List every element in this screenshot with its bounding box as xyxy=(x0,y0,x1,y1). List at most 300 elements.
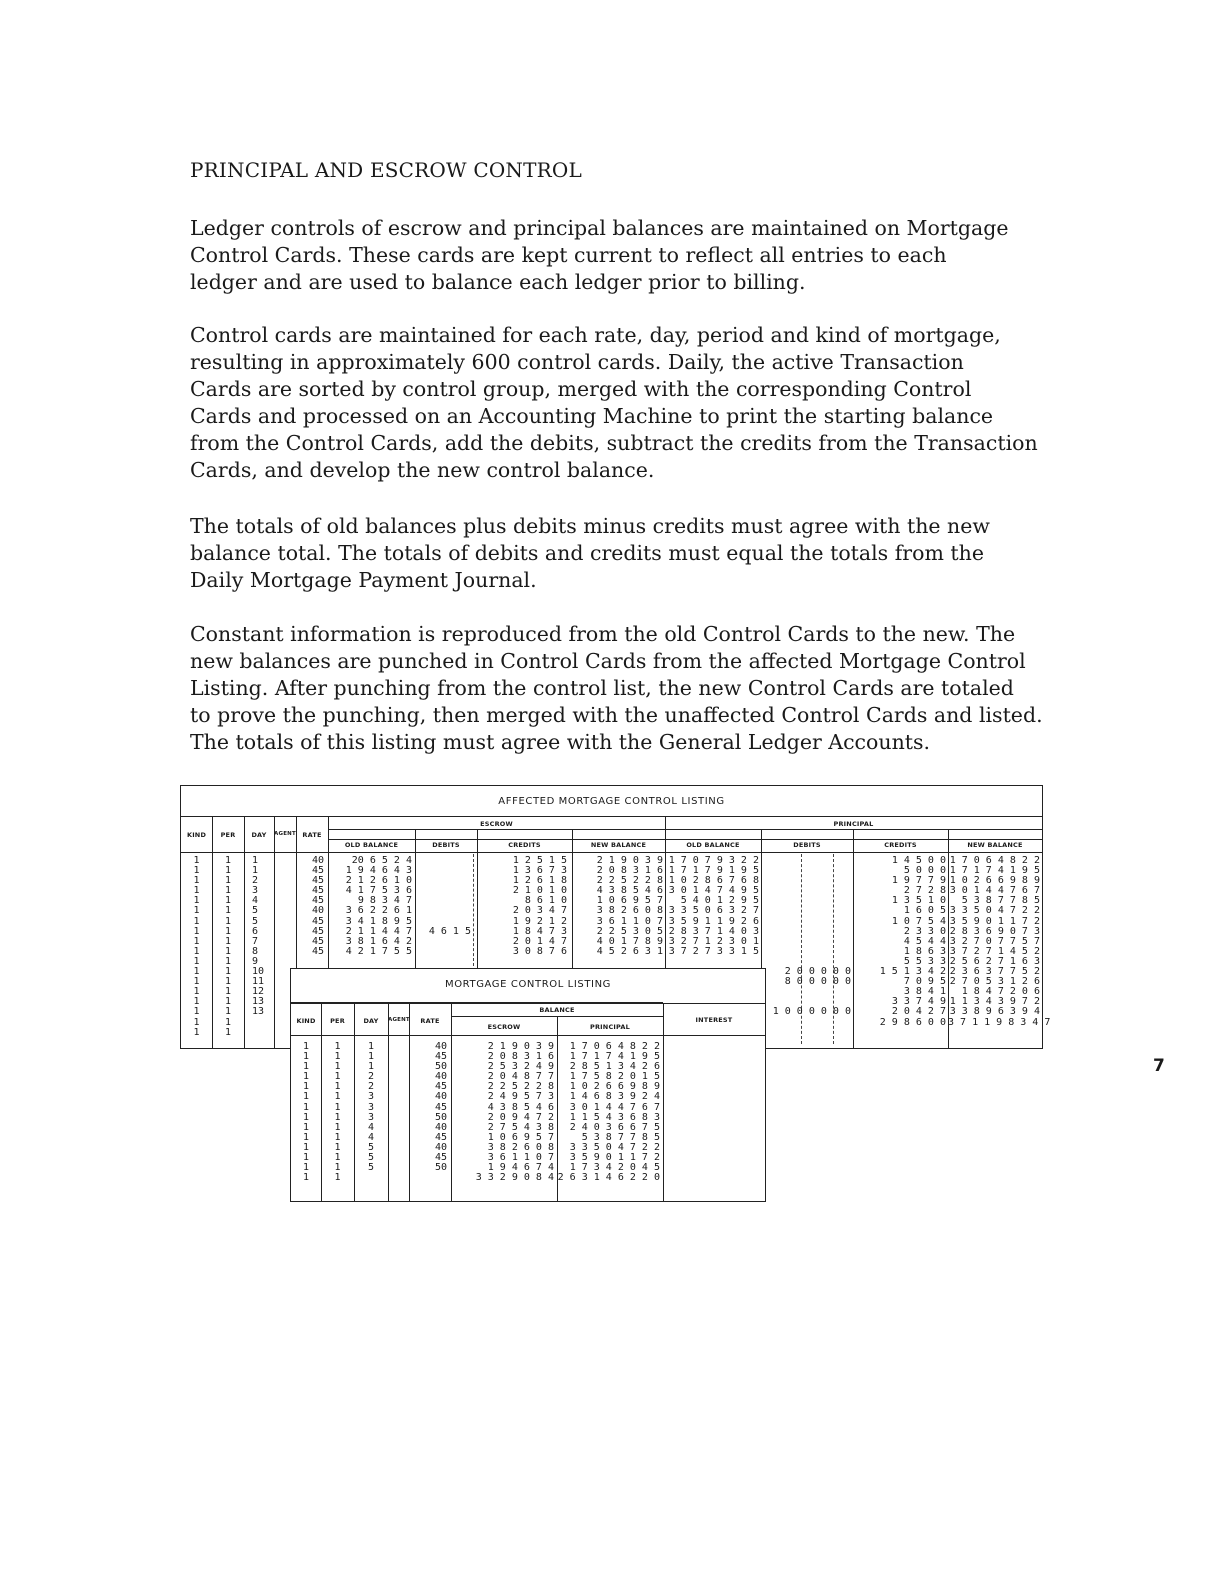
table-cell: 2 7 5 4 3 8 xyxy=(487,1121,554,1133)
table-cell: 2 2 5 3 0 5 xyxy=(596,925,663,937)
table-cell: 3 5 9 1 1 9 2 6 xyxy=(668,915,759,927)
table-cell: 2 0 4 2 7 xyxy=(891,1006,946,1018)
table-cell: 1 9 4 6 4 3 xyxy=(345,865,412,877)
table-cell: 1 xyxy=(302,1081,310,1093)
table-cell: 2 7 2 8 xyxy=(903,885,946,897)
table-cell: 1 xyxy=(367,1061,375,1073)
table-cell: 45 xyxy=(434,1101,447,1113)
table-cell: 40 xyxy=(311,905,324,917)
table-cell: 45 xyxy=(311,915,324,927)
table-cell xyxy=(415,856,471,866)
table-cell: 2 0 8 3 1 6 xyxy=(487,1051,554,1063)
table-cell: 13 xyxy=(252,996,265,1008)
paragraph-line: Ledger controls of escrow and principal balances are maintained on Mortgage xyxy=(190,216,1009,240)
table-cell: 1 xyxy=(302,1111,310,1123)
table-cell: 1 xyxy=(193,966,200,978)
paragraph-line: Daily Mortgage Payment Journal. xyxy=(190,568,537,592)
table-cell: 5 xyxy=(252,915,259,927)
table-cell: 1 xyxy=(224,945,232,957)
mcl-rate-column xyxy=(409,1042,447,1173)
table-cell: 1 xyxy=(302,1101,310,1113)
table-cell: 1 xyxy=(224,885,232,897)
table-cell xyxy=(415,937,471,947)
table-cell: 4 5 4 4 xyxy=(903,935,946,947)
table-cell: 1 xyxy=(193,915,200,927)
table-cell: 1 1 3 4 3 9 7 2 xyxy=(949,996,1040,1008)
table-cell: 1 xyxy=(302,1051,310,1063)
table-cell: 40 xyxy=(434,1091,447,1103)
table-cell: 9 xyxy=(252,955,259,967)
table-cell: 1 2 6 1 8 xyxy=(512,875,567,887)
table-cell: 1 xyxy=(193,1016,200,1028)
table-cell: 1 xyxy=(252,855,259,866)
table-cell: 8 0 0 0 0 0 xyxy=(784,976,851,988)
table-cell: 5 0 0 0 xyxy=(903,865,946,877)
table-cell: 1 xyxy=(302,1091,310,1103)
table-cell: 1 xyxy=(224,925,232,937)
table-cell xyxy=(761,906,851,916)
mcl-per-header: PER xyxy=(330,1017,345,1025)
table-cell: 1 7 0 6 4 8 2 2 xyxy=(569,1041,660,1052)
escrow-old-balance-header: OLD BALANCE xyxy=(344,841,399,849)
paragraph-line: Cards are sorted by control group, merged with the corresponding Control xyxy=(190,377,972,401)
table-cell: 5 xyxy=(367,1162,375,1174)
table-cell xyxy=(415,947,471,957)
table-cell: 1 xyxy=(367,1051,375,1063)
kind-header: KIND xyxy=(186,831,207,839)
table-cell: 12 xyxy=(252,986,265,998)
paragraph-line: Cards and processed on an Accounting Machine to print the starting balance xyxy=(190,404,994,428)
table-cell: 2 0 8 3 1 6 xyxy=(596,865,663,877)
table-cell: 2 2 5 2 2 8 xyxy=(596,875,663,887)
table-cell: 40 xyxy=(434,1071,447,1083)
table-cell xyxy=(415,896,471,906)
table-cell: 45 xyxy=(311,895,324,907)
table-cell: 1 8 6 3 xyxy=(903,945,946,957)
table-cell: 2 6 3 1 4 6 2 2 0 xyxy=(557,1172,660,1184)
table-cell: 1 xyxy=(334,1091,341,1103)
table-cell: 1 xyxy=(224,905,232,917)
table-cell: 1 xyxy=(334,1041,341,1052)
paragraph-line: The totals of old balances plus debits minus credits must agree with the new xyxy=(190,514,990,538)
table-cell: 4 6 1 5 xyxy=(428,925,471,937)
table-cell: 5 3 8 7 7 8 5 xyxy=(961,895,1040,907)
table-cell: 1 xyxy=(224,986,232,998)
table-cell: 1 xyxy=(224,976,232,988)
paragraph-line: from the Control Cards, add the debits, subtract the credits from the Transaction xyxy=(190,431,1038,455)
mortgage-listing-title: MORTGAGE CONTROL LISTING xyxy=(444,979,612,990)
table-cell: 5 3 8 7 7 8 5 xyxy=(581,1131,660,1143)
principal-group-header: PRINCIPAL xyxy=(833,820,874,828)
table-cell: 1 xyxy=(302,1162,310,1174)
table-cell xyxy=(761,856,851,866)
table-cell: 3 0 8 7 6 xyxy=(512,945,567,957)
table-cell: 2 1 0 1 0 xyxy=(512,885,567,897)
table-cell: 1 1 5 4 3 6 8 3 xyxy=(569,1111,660,1123)
table-cell: 1 xyxy=(334,1162,341,1174)
mcl-agent-header: AGENT xyxy=(388,1017,410,1023)
table-cell: 5 xyxy=(367,1141,375,1153)
section-heading: PRINCIPAL AND ESCROW CONTROL xyxy=(190,158,583,182)
table-cell: 2 1 1 4 4 7 xyxy=(345,925,412,937)
table-cell: 1 0 2 6 6 9 8 9 xyxy=(949,875,1040,887)
table-cell: 1 0 2 6 6 9 8 9 xyxy=(569,1081,660,1093)
table-cell: 2 xyxy=(367,1071,375,1083)
table-cell: 45 xyxy=(311,925,324,937)
table-cell: 2 0 9 4 7 2 xyxy=(487,1111,554,1123)
table-cell: 1 xyxy=(193,976,200,988)
table-cell: 1 xyxy=(302,1041,310,1052)
table-cell: 1 xyxy=(224,1006,232,1018)
table-cell: 1 xyxy=(252,865,259,877)
table-cell: 5 5 3 3 xyxy=(903,955,946,967)
table-cell: 4 xyxy=(252,895,259,907)
table-cell: 8 6 1 0 xyxy=(524,895,567,907)
table-cell: 1 xyxy=(334,1131,341,1143)
table-cell: 5 4 0 1 2 9 5 xyxy=(680,895,759,907)
table-cell: 1 xyxy=(193,996,200,1008)
kind-column xyxy=(181,856,212,1038)
paragraph-line: ledger and are used to balance each ledger prior to billing. xyxy=(190,270,806,294)
paragraph-line: balance total. The totals of debits and credits must equal the totals from the xyxy=(190,541,984,565)
table-cell: 5 xyxy=(367,1152,375,1164)
table-cell: 1 7 3 4 2 0 4 5 xyxy=(569,1162,660,1174)
table-cell: 7 0 9 5 xyxy=(903,976,946,988)
table-cell: 2 0 4 8 7 7 xyxy=(487,1071,554,1083)
paragraph-4 xyxy=(190,621,1090,756)
table-cell: 45 xyxy=(434,1081,447,1093)
table-cell: 1 xyxy=(302,1061,310,1073)
table-cell: 2 1 2 6 1 0 xyxy=(345,875,412,887)
table-cell: 20 6 5 2 4 xyxy=(351,855,412,866)
table-cell: 1 xyxy=(193,1026,200,1038)
table-cell: 3 6 1 1 0 7 xyxy=(596,915,663,927)
table-cell: 3 8 2 6 0 8 xyxy=(596,905,663,917)
table-cell: 45 xyxy=(434,1051,447,1063)
table-cell: 3 7 1 1 9 8 3 4 7 xyxy=(948,1016,1051,1028)
table-cell: 1 xyxy=(224,895,232,907)
table-cell: 40 xyxy=(434,1041,447,1052)
table-cell: 9 8 3 4 7 xyxy=(357,895,412,907)
paragraph-2 xyxy=(190,322,1090,484)
table-cell xyxy=(761,886,851,896)
table-cell: 1 xyxy=(224,955,232,967)
paragraph-line: Constant information is reproduced from the old Control Cards to the new. The xyxy=(190,622,1016,646)
paragraph-line: Control Cards. These cards are kept current to reflect all entries to each xyxy=(190,243,947,267)
table-cell: 3 xyxy=(252,885,259,897)
table-cell: 1 xyxy=(193,865,200,877)
table-cell: 2 5 3 2 4 9 xyxy=(487,1061,554,1073)
table-cell: 1 xyxy=(193,905,200,917)
table-cell: 2 xyxy=(367,1081,375,1093)
table-cell: 6 xyxy=(252,925,259,937)
table-cell: 2 8 3 6 9 0 7 3 xyxy=(949,925,1040,937)
table-cell: 50 xyxy=(434,1162,447,1174)
table-cell: 50 xyxy=(434,1111,447,1123)
table-cell: 11 xyxy=(252,976,265,988)
table-cell: 7 xyxy=(252,935,259,947)
table-cell: 1 7 5 8 2 0 1 5 xyxy=(569,1071,660,1083)
mcl-kind-column xyxy=(291,1042,321,1183)
table-cell: 3 5 9 0 1 1 7 2 xyxy=(949,915,1040,927)
principal-debits-column xyxy=(761,856,851,1018)
table-cell xyxy=(415,906,471,916)
mcl-day-column xyxy=(354,1042,388,1173)
table-cell: 10 xyxy=(252,966,265,978)
table-cell: 4 1 7 5 3 6 xyxy=(345,885,412,897)
table-cell: 45 xyxy=(434,1152,447,1164)
table-cell: 1 7 0 6 4 8 2 2 xyxy=(949,855,1040,866)
table-cell: 45 xyxy=(311,935,324,947)
table-cell: 4 3 8 5 4 6 xyxy=(596,885,663,897)
table-cell: 3 3 8 9 6 3 9 4 xyxy=(949,1006,1040,1018)
table-cell: 3 0 1 4 7 4 9 5 xyxy=(668,885,759,897)
principal-new-balance-header: NEW BALANCE xyxy=(967,841,1023,849)
principal-new-balance-column xyxy=(948,855,1051,1028)
mcl-interest-header: INTEREST xyxy=(695,1016,733,1024)
table-cell: 1 xyxy=(193,955,200,967)
table-cell: 1 9 2 1 2 xyxy=(512,915,567,927)
table-cell: 45 xyxy=(311,875,324,887)
table-cell: 45 xyxy=(311,885,324,897)
table-cell: 2 8 3 7 1 4 0 3 xyxy=(668,925,759,937)
table-cell: 1 4 5 0 0 xyxy=(891,855,946,866)
paragraph-line: new balances are punched in Control Cards from the affected Mortgage Control xyxy=(190,649,1026,673)
table-cell: 1 3 6 7 3 xyxy=(512,865,567,877)
table-cell: 1 xyxy=(224,996,232,1008)
table-cell: 4 xyxy=(367,1121,375,1133)
table-cell xyxy=(415,876,471,886)
table-cell: 1 3 5 1 0 xyxy=(891,895,946,907)
table-cell: 1 xyxy=(193,935,200,947)
table-cell: 40 xyxy=(311,855,324,866)
table-cell: 5 xyxy=(252,905,259,917)
table-cell: 1 5 1 3 4 2 xyxy=(879,966,946,978)
page-number: 7 xyxy=(1153,1056,1165,1076)
table-cell: 1 9 7 7 9 xyxy=(891,875,946,887)
table-cell: 1 xyxy=(334,1061,341,1073)
table-cell: 1 xyxy=(193,855,200,866)
table-cell: 1 8 4 7 3 xyxy=(512,925,567,937)
table-cell: 1 xyxy=(224,875,232,887)
table-cell: 2 1 9 0 3 9 xyxy=(596,855,663,866)
table-cell xyxy=(761,917,851,927)
table-cell: 1 7 1 7 4 1 9 5 xyxy=(569,1051,660,1063)
table-cell: 1 xyxy=(334,1111,341,1123)
table-cell: 3 xyxy=(367,1091,375,1103)
table-cell: 1 xyxy=(334,1121,341,1133)
table-cell: 40 xyxy=(434,1121,447,1133)
per-header: PER xyxy=(220,831,236,839)
table-cell: 1 xyxy=(224,915,232,927)
rate-header: RATE xyxy=(302,831,322,839)
mcl-kind-header: KIND xyxy=(296,1017,316,1025)
table-cell: 3 5 9 0 1 1 7 2 xyxy=(569,1152,660,1164)
paragraph-line: Control cards are maintained for each rate, day, period and kind of mortgage, xyxy=(190,323,1001,347)
table-cell: 1 4 6 8 3 9 2 4 xyxy=(569,1091,660,1103)
table-cell: 1 xyxy=(334,1101,341,1113)
table-cell: 1 6 0 5 xyxy=(903,905,946,917)
table-cell xyxy=(761,947,851,957)
escrow-debits-column xyxy=(415,856,471,957)
table-cell: 3 0 1 4 4 7 6 7 xyxy=(569,1101,660,1113)
escrow-credits-header: CREDITS xyxy=(508,841,541,849)
table-cell: 13 xyxy=(252,1006,265,1018)
table-cell: 1 xyxy=(334,1141,341,1153)
table-cell: 1 xyxy=(334,1172,341,1184)
table-cell: 1 xyxy=(302,1152,310,1164)
escrow-credits-column xyxy=(477,856,567,957)
table-cell: 3 8 2 6 0 8 xyxy=(487,1141,554,1153)
table-cell: 1 xyxy=(193,925,200,937)
table-cell: 1 xyxy=(302,1141,310,1153)
paragraph-line: to prove the punching, then merged with the unaffected Control Cards and listed. xyxy=(190,703,1043,727)
mcl-balance-header: BALANCE xyxy=(539,1006,575,1014)
table-cell xyxy=(415,886,471,896)
table-cell: 3 xyxy=(367,1101,375,1113)
table-cell: 1 xyxy=(224,1016,232,1028)
table-cell xyxy=(761,876,851,886)
per-column xyxy=(212,856,244,1038)
table-cell: 3 3 5 0 6 3 2 7 xyxy=(668,905,759,917)
table-cell xyxy=(415,866,471,876)
table-cell: 2 0 0 0 0 0 xyxy=(784,966,851,978)
paragraph-line: resulting in approximately 600 control cards. Daily, the active Transaction xyxy=(190,350,964,374)
table-cell: 1 xyxy=(224,865,232,877)
table-cell: 4 2 1 7 5 5 xyxy=(345,945,412,957)
table-cell: 1 xyxy=(367,1041,375,1052)
paragraph-line: Listing. After punching from the control list, the new Control Cards are totaled xyxy=(190,676,1014,700)
principal-credits-column xyxy=(853,856,946,1028)
table-cell: 4 3 8 5 4 6 xyxy=(487,1101,554,1113)
table-cell: 1 xyxy=(302,1121,310,1133)
table-cell: 3 xyxy=(367,1111,375,1123)
table-cell: 3 6 1 1 0 7 xyxy=(487,1152,554,1164)
table-cell: 2 0 3 4 7 xyxy=(512,905,567,917)
table-cell: 1 0 7 5 4 xyxy=(891,915,946,927)
table-cell: 3 8 1 6 4 2 xyxy=(345,935,412,947)
table-cell: 1 xyxy=(193,885,200,897)
table-cell: 3 3 2 9 0 8 4 xyxy=(475,1172,554,1184)
table-cell: 3 3 7 4 9 xyxy=(891,996,946,1008)
table-cell: 1 xyxy=(302,1071,310,1083)
table-cell: 3 6 2 2 6 1 xyxy=(345,905,412,917)
table-cell: 1 xyxy=(224,935,232,947)
table-cell: 2 2 5 2 2 8 xyxy=(487,1081,554,1093)
table-cell: 2 9 8 6 0 0 xyxy=(879,1016,946,1028)
table-cell xyxy=(761,987,851,997)
table-cell: 1 xyxy=(302,1131,310,1143)
table-cell: 2 1 9 0 3 9 xyxy=(487,1041,554,1052)
table-cell: 1 7 0 7 9 3 2 2 xyxy=(668,855,759,866)
mcl-escrow-column xyxy=(451,1042,554,1183)
table-cell: 2 3 3 0 xyxy=(903,925,946,937)
escrow-new-balance-column xyxy=(572,856,663,957)
principal-old-balance-column xyxy=(665,856,759,957)
table-cell: 3 2 7 1 2 3 0 1 xyxy=(668,935,759,947)
table-cell: 40 xyxy=(434,1141,447,1153)
mcl-day-header: DAY xyxy=(363,1017,379,1025)
paragraph-1 xyxy=(190,215,1090,296)
paragraph-3 xyxy=(190,513,1090,594)
table-cell: 1 8 4 7 2 0 6 xyxy=(961,986,1040,998)
table-cell: 45 xyxy=(434,1131,447,1143)
affected-listing-title: AFFECTED MORTGAGE CONTROL LISTING xyxy=(498,796,725,807)
escrow-group-header: ESCROW xyxy=(480,820,513,828)
table-cell xyxy=(761,896,851,906)
table-cell: 1 0 2 8 6 7 6 8 xyxy=(668,875,759,887)
table-cell: 1 7 1 7 9 1 9 5 xyxy=(668,865,759,877)
table-cell: 2 0 1 4 7 xyxy=(512,935,567,947)
table-cell: 1 xyxy=(224,855,232,866)
table-cell: 2 4 9 5 7 3 xyxy=(487,1091,554,1103)
mcl-principal-header: PRINCIPAL xyxy=(590,1023,630,1031)
table-cell: 3 7 2 7 3 3 1 5 xyxy=(668,945,759,957)
table-cell: 3 2 7 0 7 7 5 7 xyxy=(949,935,1040,947)
table-cell xyxy=(761,866,851,876)
mcl-principal-column xyxy=(557,1042,660,1183)
table-cell: 1 xyxy=(302,1172,310,1184)
table-cell: 4 0 1 7 8 9 xyxy=(596,935,663,947)
table-cell: 2 5 6 2 7 1 6 3 xyxy=(949,955,1040,967)
table-cell: 1 0 0 0 0 0 0 xyxy=(772,1006,851,1018)
table-cell: 3 3 5 0 4 7 2 2 xyxy=(949,905,1040,917)
table-cell: 1 xyxy=(193,895,200,907)
table-cell: 1 xyxy=(224,966,232,978)
table-cell: 1 0 6 9 5 7 xyxy=(596,895,663,907)
table-cell: 50 xyxy=(434,1061,447,1073)
table-cell: 3 8 4 1 xyxy=(903,986,946,998)
table-cell: 1 9 4 6 7 4 xyxy=(487,1162,554,1174)
table-cell: 3 4 1 8 9 5 xyxy=(345,915,412,927)
principal-credits-header: CREDITS xyxy=(884,841,917,849)
escrow-debits-header: DEBITS xyxy=(432,841,460,849)
table-cell: 3 3 5 0 4 7 2 2 xyxy=(569,1141,660,1153)
table-cell: 2 4 0 3 6 6 7 5 xyxy=(569,1121,660,1133)
table-cell: 1 xyxy=(334,1051,341,1063)
table-cell: 2 3 6 3 7 7 5 2 xyxy=(949,966,1040,978)
table-cell: 1 xyxy=(193,875,200,887)
table-cell: 1 xyxy=(224,1026,232,1038)
principal-old-balance-header: OLD BALANCE xyxy=(686,841,740,849)
paragraph-line: Cards, and develop the new control balance. xyxy=(190,458,655,482)
mcl-escrow-header: ESCROW xyxy=(487,1023,521,1031)
agent-header: AGENT xyxy=(274,831,296,837)
mcl-rate-header: RATE xyxy=(420,1017,440,1025)
principal-debits-header: DEBITS xyxy=(793,841,821,849)
table-cell: 8 xyxy=(252,945,259,957)
rate-column xyxy=(296,856,324,957)
day-column xyxy=(252,856,274,1018)
table-cell: 1 xyxy=(334,1071,341,1083)
table-cell xyxy=(761,927,851,937)
escrow-new-balance-header: NEW BALANCE xyxy=(590,841,647,849)
table-cell: 4 xyxy=(367,1131,375,1143)
table-cell: 1 7 1 7 4 1 9 5 xyxy=(949,865,1040,877)
table-cell: 2 8 5 1 3 4 2 6 xyxy=(569,1061,660,1073)
table-cell: 3 7 2 7 1 4 5 2 xyxy=(949,945,1040,957)
mcl-per-column xyxy=(321,1042,354,1183)
table-cell: 1 xyxy=(193,945,200,957)
table-cell: 2 7 0 5 3 1 2 6 xyxy=(949,976,1040,988)
table-cell: 4 5 2 6 3 1 xyxy=(596,945,663,957)
table-cell: 1 2 5 1 5 xyxy=(512,855,567,866)
table-cell: 1 xyxy=(193,986,200,998)
table-cell: 45 xyxy=(311,865,324,877)
table-cell: 1 xyxy=(193,1006,200,1018)
table-cell: 45 xyxy=(311,945,324,957)
table-cell: 1 xyxy=(334,1152,341,1164)
